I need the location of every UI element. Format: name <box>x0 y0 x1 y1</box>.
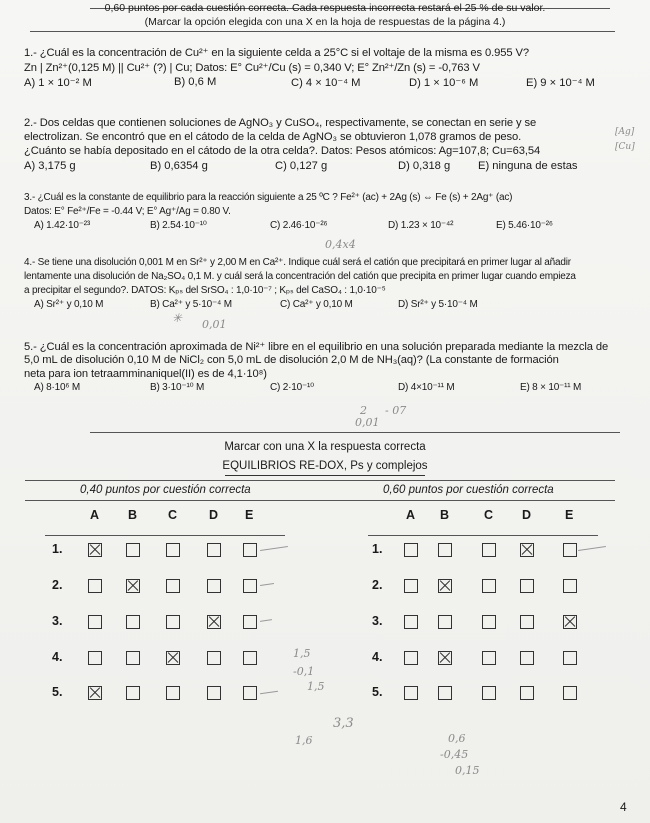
handwritten-note: -0,1 <box>293 665 315 678</box>
answer-checkbox-right-q3-d[interactable] <box>520 615 534 629</box>
q4-statement-2: lentamente una disolución de Na₂SO₄ 0,1 M. y cuál será la concentración del catión que precipita en primer lugar cuando empieza <box>24 271 576 282</box>
q3-option-d: D) 1.23 × 10⁻⁴² <box>388 220 454 231</box>
answer-column-header-b: B <box>440 508 450 522</box>
handwritten-note: 0,01 <box>202 318 227 331</box>
answer-column-header-d: D <box>209 508 219 522</box>
q2-statement-2: electrolizan. Se encontró que en el cátodo de la celda de AgNO₃ se obtuvieron 1,078 gramos de peso. <box>24 131 522 143</box>
q4-statement-1: 4.- Se tiene una disolución 0,001 M en Sr²⁺ y 2,00 M en Ca²⁺. Indique cuál será el catión que precipitará en primer lugar al añadir <box>24 257 571 268</box>
answer-column-header-b: B <box>128 508 138 522</box>
answer-checkbox-left-q3-e[interactable] <box>243 615 257 629</box>
answer-checkbox-left-q5-b[interactable] <box>126 686 140 700</box>
title-underline <box>225 475 425 476</box>
answer-sheet-title: EQUILIBRIOS RE-DOX, Ps y complejos <box>222 460 428 472</box>
answer-checkbox-right-q1-d[interactable] <box>520 543 534 557</box>
q4-option-a: A) Sr²⁺ y 0,10 M <box>34 299 104 310</box>
handwritten-note: 0,15 <box>455 764 480 777</box>
answer-checkbox-left-q2-a[interactable] <box>88 579 102 593</box>
answer-checkbox-right-q1-b[interactable] <box>438 543 452 557</box>
answer-checkbox-left-q4-e[interactable] <box>243 651 257 665</box>
q3-option-c: C) 2.46·10⁻²⁶ <box>270 220 328 231</box>
q5-option-d: D) 4×10⁻¹¹ M <box>398 382 455 393</box>
answer-column-header-d: D <box>522 508 532 522</box>
answer-checkbox-left-q4-a[interactable] <box>88 651 102 665</box>
q2-option-a: A) 3,175 g <box>24 160 76 172</box>
q3-option-a: A) 1.42·10⁻²³ <box>34 220 91 231</box>
left-header-rule <box>45 535 285 536</box>
answer-checkbox-left-q3-c[interactable] <box>166 615 180 629</box>
pen-stroke <box>260 546 288 551</box>
right-header-rule <box>368 535 598 536</box>
answer-checkbox-right-q3-a[interactable] <box>404 615 418 629</box>
answer-checkbox-left-q1-a[interactable] <box>88 543 102 557</box>
header-line-1: 0,60 puntos por cada cuestión correcta. Cada respuesta incorrecta restará el 25 % de su valor. <box>104 2 546 14</box>
answer-row-number: 4. <box>372 650 383 664</box>
q4-option-b: B) Ca²⁺ y 5·10⁻⁴ M <box>150 299 232 310</box>
q4-statement-3: a precipitar el segundo?. DATOS: Kₚₛ del SrSO₄ : 1,0·10⁻⁷ ; Kₚₛ del CaSO₄ : 1,0·10⁻⁵ <box>24 285 386 296</box>
answer-row-number: 2. <box>372 578 383 592</box>
answer-checkbox-left-q2-d[interactable] <box>207 579 221 593</box>
q5-statement-1: 5.- ¿Cuál es la concentración aproximada de Ni²⁺ libre en el equilibrio en una solución preparada mediante la mezcla de <box>24 341 609 353</box>
answer-checkbox-left-q1-c[interactable] <box>166 543 180 557</box>
handwritten-note: 2 <box>360 404 367 417</box>
q3-data: Datos: E° Fe²⁺/Fe = -0.44 V; E° Ag⁺/Ag = 0.80 V. <box>24 206 231 217</box>
answer-checkbox-right-q4-b[interactable] <box>438 651 452 665</box>
answer-checkbox-left-q3-d[interactable] <box>207 615 221 629</box>
answer-checkbox-left-q2-b[interactable] <box>126 579 140 593</box>
answer-column-header-c: C <box>484 508 494 522</box>
answer-row-number: 3. <box>372 614 383 628</box>
answer-checkbox-right-q3-e[interactable] <box>563 615 577 629</box>
answer-checkbox-right-q5-e[interactable] <box>563 686 577 700</box>
q2-option-d: D) 0,318 g <box>398 160 451 172</box>
answer-checkbox-left-q3-a[interactable] <box>88 615 102 629</box>
handwritten-note: 1,5 <box>293 647 311 660</box>
answer-checkbox-right-q1-e[interactable] <box>563 543 577 557</box>
answer-column-header-e: E <box>565 508 574 522</box>
answer-checkbox-left-q5-c[interactable] <box>166 686 180 700</box>
answer-checkbox-right-q5-b[interactable] <box>438 686 452 700</box>
answer-column-header-a: A <box>406 508 416 522</box>
answer-row-number: 1. <box>52 542 63 556</box>
answer-checkbox-right-q3-c[interactable] <box>482 615 496 629</box>
q1-option-c: C) 4 × 10⁻⁴ M <box>291 77 361 89</box>
section-rule <box>90 432 620 433</box>
pen-stroke <box>260 583 274 586</box>
q2-option-c: C) 0,127 g <box>275 160 328 172</box>
answer-row-number: 5. <box>52 685 63 699</box>
handwritten-note: 0,4x4 <box>325 238 356 251</box>
handwritten-note: -0,45 <box>440 748 469 761</box>
pen-stroke <box>578 546 606 551</box>
header-line-2: (Marcar la opción elegida con una X en la hoja de respuestas de la página 4.) <box>144 16 506 28</box>
q5-option-b: B) 3·10⁻¹⁰ M <box>150 382 205 393</box>
answer-checkbox-right-q5-a[interactable] <box>404 686 418 700</box>
pen-stroke <box>260 691 278 694</box>
answer-row-number: 4. <box>52 650 63 664</box>
q1-option-b: B) 0,6 M <box>174 76 217 88</box>
answer-checkbox-right-q2-e[interactable] <box>563 579 577 593</box>
handwritten-note: 1,5 <box>307 680 325 693</box>
header-rule <box>30 31 615 32</box>
answer-checkbox-right-q5-d[interactable] <box>520 686 534 700</box>
left-points-band: 0,40 puntos por cuestión correcta <box>80 484 251 496</box>
band-top-rule <box>25 480 615 481</box>
q1-data: Zn | Zn²⁺(0,125 M) || Cu²⁺ (?) | Cu; Datos: E° Cu²⁺/Cu (s) = 0,340 V; E° Zn²⁺/Zn (s) = -0,763 V <box>24 62 480 74</box>
q2-statement-1: 2.- Dos celdas que contienen soluciones de AgNO₃ y CuSO₄, respectivamente, se conectan en serie y se <box>24 117 537 129</box>
answer-row-number: 5. <box>372 685 383 699</box>
answer-checkbox-left-q4-c[interactable] <box>166 651 180 665</box>
answer-checkbox-right-q4-a[interactable] <box>404 651 418 665</box>
answer-checkbox-right-q3-b[interactable] <box>438 615 452 629</box>
answer-checkbox-left-q1-d[interactable] <box>207 543 221 557</box>
answer-checkbox-right-q2-c[interactable] <box>482 579 496 593</box>
q2-option-e: E) ninguna de estas <box>478 160 578 172</box>
handwritten-note: 3,3 <box>333 716 354 731</box>
q1-statement: 1.- ¿Cuál es la concentración de Cu²⁺ en la siguiente celda a 25°C si el voltaje de la misma es 0.955 V? <box>24 47 529 59</box>
q1-option-e: E) 9 × 10⁻⁴ M <box>526 77 595 89</box>
answer-checkbox-right-q4-d[interactable] <box>520 651 534 665</box>
answer-checkbox-right-q4-c[interactable] <box>482 651 496 665</box>
answer-checkbox-left-q1-e[interactable] <box>243 543 257 557</box>
q5-option-e: E) 8 × 10⁻¹¹ M <box>520 382 582 393</box>
page-number: 4 <box>620 800 627 814</box>
answer-checkbox-left-q2-e[interactable] <box>243 579 257 593</box>
q1-option-d: D) 1 × 10⁻⁶ M <box>409 77 479 89</box>
answer-checkbox-right-q5-c[interactable] <box>482 686 496 700</box>
q5-statement-3: neta para ion tetraamminaniquel(II) es de 4,1·10⁸) <box>24 368 267 380</box>
q5-option-a: A) 8·10⁶ M <box>34 382 81 393</box>
answer-row-number: 2. <box>52 578 63 592</box>
answer-checkbox-left-q3-b[interactable] <box>126 615 140 629</box>
q3-option-e: E) 5.46·10⁻²⁶ <box>496 220 553 231</box>
handwritten-note: 0,01 <box>355 416 380 429</box>
q3-option-b: B) 2.54·10⁻¹⁰ <box>150 220 207 231</box>
band-bottom-rule <box>25 500 615 501</box>
q2-option-b: B) 0,6354 g <box>150 160 208 172</box>
answer-checkbox-right-q2-b[interactable] <box>438 579 452 593</box>
asterisk-doodle: ✳ <box>172 311 183 325</box>
handwritten-note: - 07 <box>385 404 407 417</box>
answer-checkbox-right-q2-a[interactable] <box>404 579 418 593</box>
q2-statement-3: ¿Cuánto se había depositado en el cátodo de la otra celda?. Datos: Pesos atómicos: Ag=107,8; Cu=63,54 <box>24 145 541 157</box>
q1-option-a: A) 1 × 10⁻² M <box>24 77 92 89</box>
handwritten-note: 1,6 <box>295 734 313 747</box>
right-points-band: 0,60 puntos por cuestión correcta <box>383 484 554 496</box>
answer-checkbox-left-q5-d[interactable] <box>207 686 221 700</box>
answer-checkbox-left-q2-c[interactable] <box>166 579 180 593</box>
q5-option-c: C) 2·10⁻¹⁰ <box>270 382 314 393</box>
answer-column-header-e: E <box>245 508 254 522</box>
answer-checkbox-right-q1-c[interactable] <box>482 543 496 557</box>
answer-checkbox-left-q5-e[interactable] <box>243 686 257 700</box>
answer-checkbox-right-q4-e[interactable] <box>563 651 577 665</box>
q5-statement-2: 5,0 mL de disolución 0,10 M de NiCl₂ con 5,0 mL de disolución 2,0 M de NH₃(aq)? (La constante de formación <box>24 354 559 366</box>
q4-option-c: C) Ca²⁺ y 0,10 M <box>280 299 353 310</box>
handwritten-note: [Cu] <box>615 142 635 152</box>
answer-sheet-instruction: Marcar con una X la respuesta correcta <box>224 441 426 453</box>
answer-row-number: 1. <box>372 542 383 556</box>
q3-statement: 3.- ¿Cuál es la constante de equilibrio para la reacción siguiente a 25 ºC ? Fe²⁺ (ac) + 2Ag (s) ⇔ Fe (s) + 2Ag⁺ (ac) <box>24 192 513 203</box>
answer-checkbox-left-q4-d[interactable] <box>207 651 221 665</box>
q4-option-d: D) Sr²⁺ y 5·10⁻⁴ M <box>398 299 478 310</box>
answer-checkbox-left-q4-b[interactable] <box>126 651 140 665</box>
answer-column-header-a: A <box>90 508 100 522</box>
answer-checkbox-left-q1-b[interactable] <box>126 543 140 557</box>
answer-checkbox-left-q5-a[interactable] <box>88 686 102 700</box>
answer-checkbox-right-q2-d[interactable] <box>520 579 534 593</box>
answer-column-header-c: C <box>168 508 178 522</box>
handwritten-note: [Ag] <box>615 127 635 137</box>
handwritten-note: 0,6 <box>448 732 466 745</box>
answer-row-number: 3. <box>52 614 63 628</box>
pen-stroke <box>260 619 272 622</box>
answer-checkbox-right-q1-a[interactable] <box>404 543 418 557</box>
